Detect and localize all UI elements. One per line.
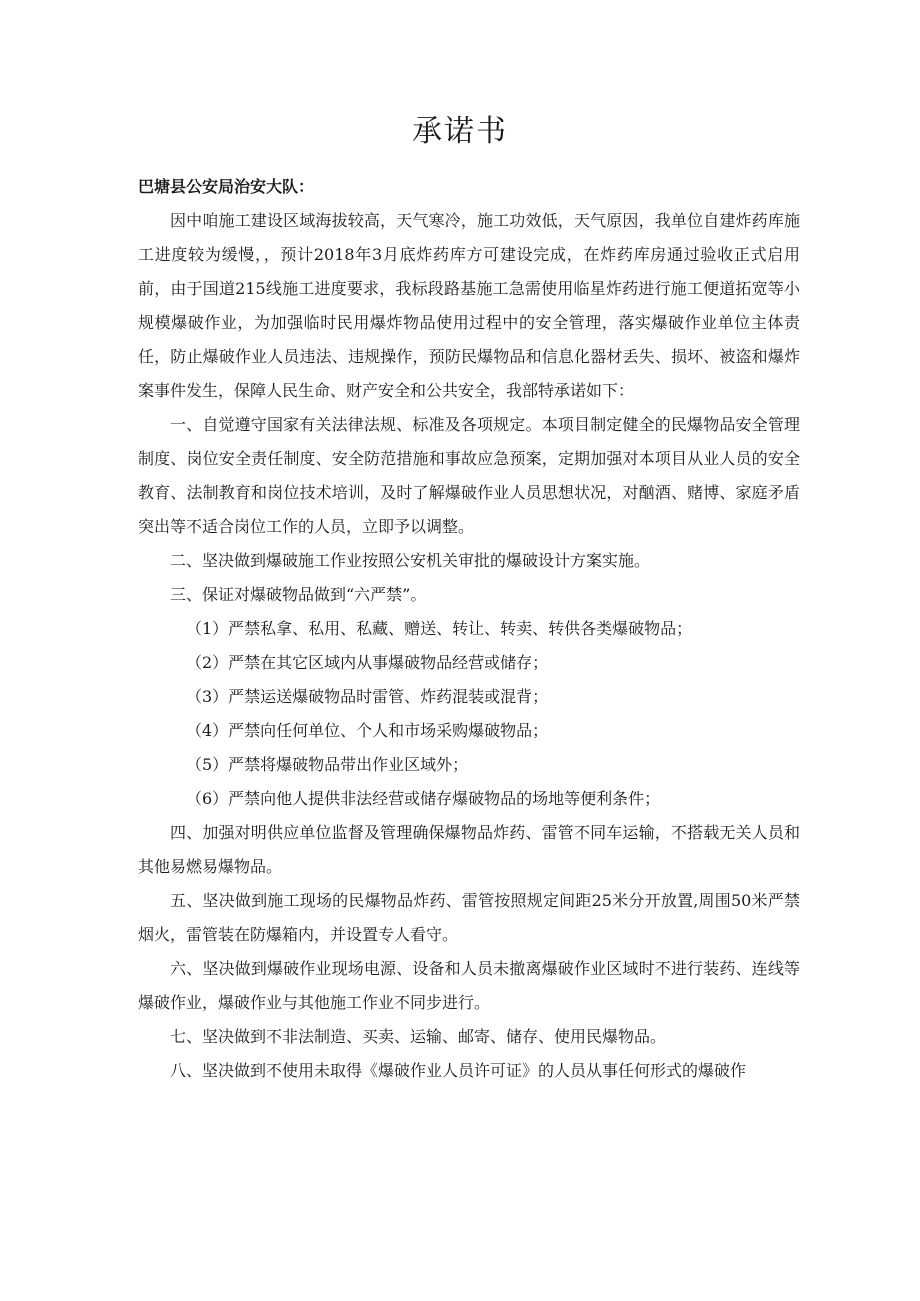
document-title: 承诺书 [412, 114, 508, 149]
clause-5: 五、坚决做到施工现场的民爆物品炸药、雷管按照规定间距25米分开放置,周围50米严禁烟火，雷管装在防爆箱内，并设置专人看守。 [138, 891, 800, 944]
clause-3: 三、保证对爆破物品做到“六严禁”。 [170, 585, 427, 604]
prohibition-5: （5）严禁将爆破物品带出作业区域外； [186, 755, 469, 774]
clause-7: 七、坚决做到不非法制造、买卖、运输、邮寄、储存、使用民爆物品。 [170, 1027, 667, 1046]
prohibition-2: （2）严禁在其它区域内从事爆破物品经营或储存； [186, 653, 549, 672]
clause-8: 八、坚决做到不使用未取得《爆破作业人员许可证》的人员从事任何形式的爆破作 [170, 1061, 747, 1080]
prohibition-3: （3）严禁运送爆破物品时雷管、炸药混装或混背； [186, 687, 549, 706]
prohibition-4: （4）严禁向任何单位、个人和市场采购爆破物品； [186, 721, 549, 740]
clause-2: 二、坚决做到爆破施工作业按照公安机关审批的爆破设计方案实施。 [170, 551, 651, 570]
addressee: 巴塘县公安局治安大队： [138, 177, 315, 196]
prohibition-1: （1）严禁私拿、私用、私藏、赠送、转让、转卖、转供各类爆破物品； [186, 619, 693, 638]
prohibition-6: （6）严禁向他人提供非法经营或储存爆破物品的场地等便利条件； [186, 789, 661, 808]
clause-1: 一、自觉遵守国家有关法律法规、标准及各项规定。本项目制定健全的民爆物品安全管理制度、岗位安全责任制度、安全防范措施和事故应急预案，定期加强对本项目从业人员的安全教育、法制教育和岗位技术培训，及时了解爆破作业人员思想状况，对酗酒、赌博、家庭矛盾突出等不适合岗位工作的人员，立即予以调整。 [138, 415, 800, 536]
document-body [138, 170, 800, 1088]
clause-4: 四、加强对明供应单位监督及管理确保爆物品炸药、雷管不同车运输，不搭载无关人员和其他易燃易爆物品。 [138, 823, 800, 876]
intro-paragraph: 因中咱施工建设区域海拔较高，天气寒冷，施工功效低，天气原因，我单位自建炸药库施工进度较为缓慢，，预计2018年3月底炸药库方可建设完成，在炸药库房通过验收正式启用前，由于国道215线施工进度要求，我标段路基施工急需使用临星炸药进行施工便道拓宽等小规模爆破作业，为加强临时民用爆炸物品使用过程中的安全管理，落实爆破作业单位主体责任，防止爆破作业人员违法、违规操作，预防民爆物品和信息化器材丢失、损坏、被盗和爆炸案事件发生，保障人民生命、财产安全和公共安全，我部特承诺如下： [138, 211, 800, 400]
clause-6: 六、坚决做到爆破作业现场电源、设备和人员未撤离爆破作业区域时不进行装药、连线等爆破作业，爆破作业与其他施工作业不同步进行。 [138, 959, 800, 1012]
